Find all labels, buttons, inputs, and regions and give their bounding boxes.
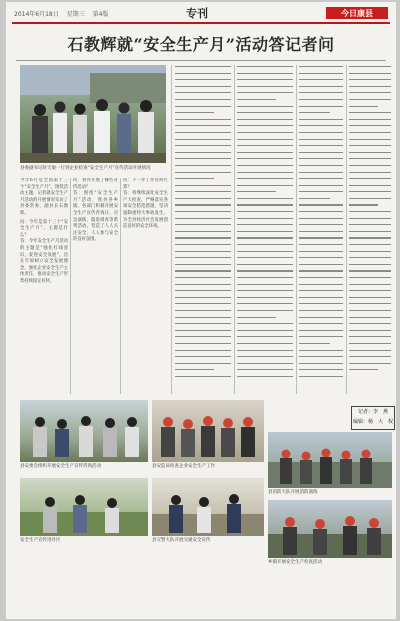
- article-lead: 今年6月是全国第十三个“安全生产月”。围绕活动主题，记者就安全生产月活动的开展情况采访了县委常委、副县长石教辉。: [20, 178, 68, 216]
- newspaper-logo: 今日康县: [326, 7, 388, 19]
- column-5: [237, 66, 293, 396]
- photo-5-caption: 安全生产宣传进社区: [20, 538, 61, 543]
- photo-7: [268, 500, 392, 558]
- photo-2: [20, 400, 148, 462]
- photo-2-caption: 县安委会组织开展安全生产宣传咨询活动: [20, 464, 101, 469]
- photo-5: [20, 478, 148, 536]
- answer-1: 答：今年安全生产月活动的主题是“强化红线意识，促进安全发展”，旨在牢固树立安全发展理念，强化企业安全生产主体责任，推动安全生产形势持续稳定好转。: [20, 239, 68, 284]
- editor-name: 编辑：杨 大 权: [352, 419, 393, 425]
- article-headline: 石教辉就“安全生产月”活动答记者问: [67, 35, 335, 54]
- answer-3: 答：将继续深化安全生产大检查，严格落实各项安全防范措施，坚决遏制重特大事故发生，为全县经济社会发展创造良好的安全环境。: [123, 191, 168, 230]
- header-divider: [12, 22, 390, 24]
- question-1: 问：今年是第十三个“安全生产月”，主题是什么？: [20, 219, 68, 238]
- newspaper-page: [6, 2, 396, 619]
- column-3: [123, 178, 168, 394]
- column-1: [20, 178, 68, 394]
- photo-7-caption: 乡镇开展安全生产检查活动: [268, 560, 322, 565]
- photo-4-caption: 县消防大队开展消防演练: [268, 490, 318, 495]
- main-photo-image: [20, 65, 166, 163]
- header-date: 2014年6月18日: [14, 11, 59, 18]
- header-dateline: [14, 9, 114, 18]
- photo-3-caption: 县安监局检查企业安全生产工作: [152, 464, 215, 469]
- column-2: [73, 178, 118, 394]
- question-3: 问：下一步工作有何打算？: [123, 178, 168, 190]
- page-header: [6, 2, 396, 24]
- header-page-number: 第4版: [92, 11, 109, 18]
- headline-divider: [16, 60, 386, 61]
- reporter-name: 记者：李 燕: [357, 409, 388, 415]
- answer-2: 答：围绕“安全生产月”活动，我县各乡镇、各部门积极开展安全生产宣传咨询日、应急演练、隐患排查等系列活动，营造了人人关注安全、人人参与安全的良好氛围。: [73, 191, 118, 243]
- section-title: 专刊: [186, 7, 208, 20]
- photo-6: [152, 478, 264, 536]
- header-weekday: 星期三: [66, 11, 85, 18]
- question-2: 问：我县开展了哪些宣传活动？: [73, 178, 118, 190]
- main-photo-caption: 县委副书记时天梁一行到企业检查“安全生产月”宣传活动开展情况: [20, 166, 151, 171]
- column-4: [175, 66, 231, 396]
- photo-6-caption: 县交警大队开展交通安全宣传: [152, 538, 211, 543]
- reporter-credit: [351, 406, 395, 430]
- photo-3: [152, 400, 264, 462]
- column-6: [299, 66, 343, 396]
- main-photo: [20, 65, 166, 163]
- column-7: [349, 66, 391, 402]
- photo-4: [268, 432, 392, 488]
